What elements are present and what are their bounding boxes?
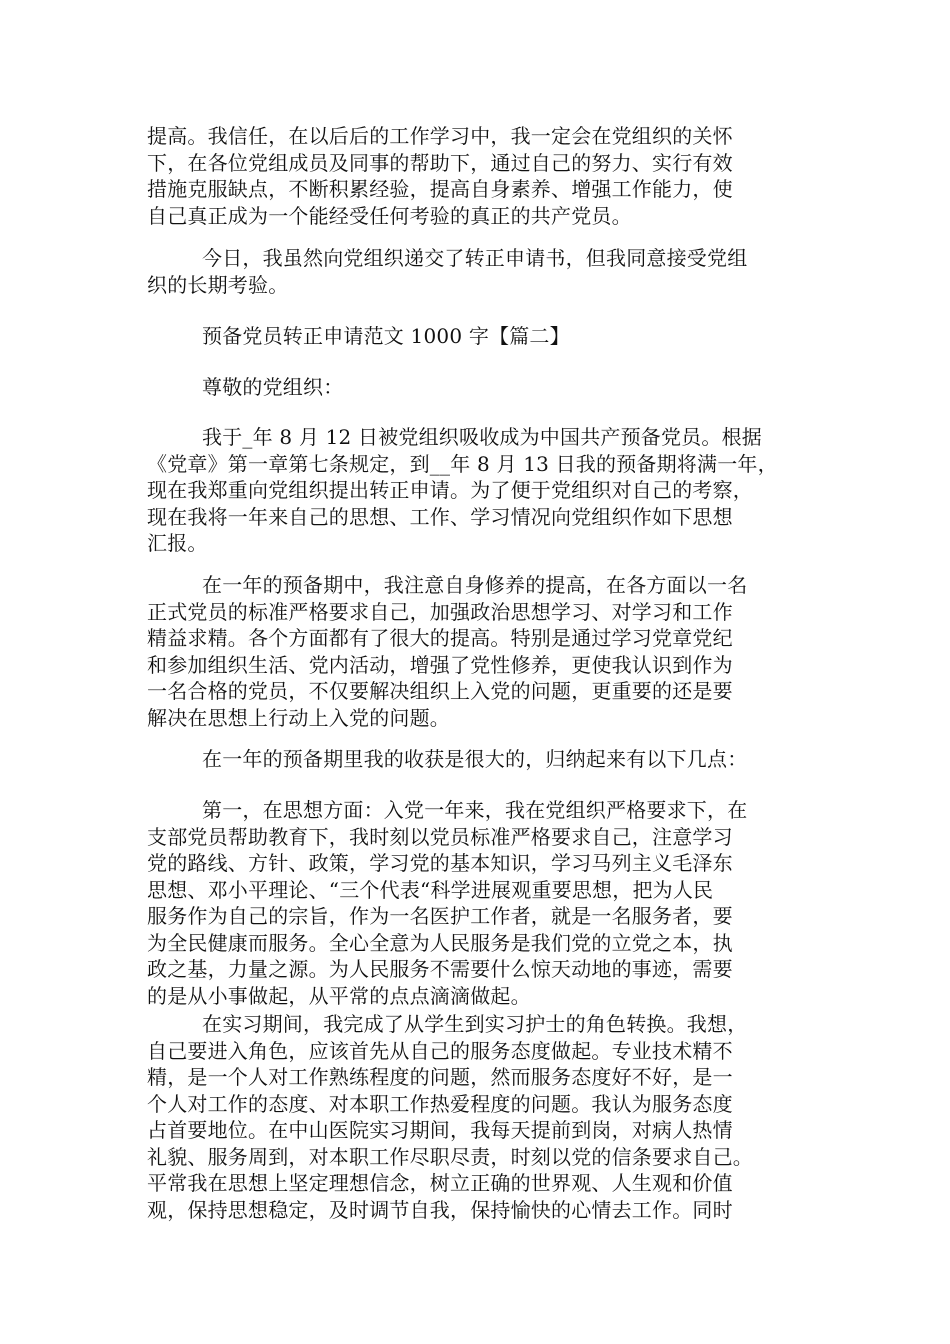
text-line: 解决在思想上行动上入党的问题。 bbox=[147, 705, 450, 730]
text-line: 平常我在思想上坚定理想信念，树立正确的世界观、人生观和价值 bbox=[147, 1171, 733, 1195]
text-line: 正式党员的标准严格要求自己，加强政治思想学习、对学习和工作 bbox=[147, 599, 733, 624]
text-line: 精，是一个人对工作熟练程度的问题，然而服务态度好不好，是一 bbox=[147, 1065, 733, 1089]
text-line: 《党章》第一章第七条规定，到__年 8 月 13 日我的预备期将满一年， bbox=[147, 451, 778, 476]
text-line: 汇报。 bbox=[147, 531, 208, 555]
text-line: 的是从小事做起，从平常的点点滴滴做起。 bbox=[147, 983, 531, 1008]
text-line: 措施克服缺点，不断积累经验，提高自身素养、增强工作能力，使 bbox=[147, 177, 733, 201]
text-line: 精益求精。各个方面都有了很大的提高。特别是通过学习党章党纪 bbox=[147, 626, 733, 650]
text-line: 现在我将一年来自己的思想、工作、学习情况向党组织作如下思想 bbox=[147, 504, 733, 529]
text-line: 为全民健康而服务。全心全意为人民服务是我们党的立党之本，执 bbox=[147, 930, 733, 955]
heading-line: 预备党员转正申请范文 1000 字【篇二】 bbox=[202, 324, 570, 348]
text-line: 在一年的预备期里我的收获是很大的，归纳起来有以下几点： bbox=[202, 747, 748, 771]
text-line: 今日，我虽然向党组织递交了转正申请书，但我同意接受党组 bbox=[202, 246, 748, 270]
text-line: 在实习期间，我完成了从学生到实习护士的角色转换。我想， bbox=[202, 1012, 748, 1036]
paragraph-thought-aspect bbox=[147, 797, 807, 1009]
text-line: 现在我郑重向党组织提出转正申请。为了便于党组织对自己的考察， bbox=[147, 478, 753, 502]
text-line: 党的路线、方针、政策，学习党的基本知识，学习马列主义毛泽东 bbox=[147, 851, 733, 875]
text-line: 政之基，力量之源。为人民服务不需要什么惊天动地的事迹，需要 bbox=[147, 957, 733, 981]
text-line: 支部党员帮助教育下，我时刻以党员标准严格要求自己，注意学习 bbox=[147, 824, 733, 849]
salutation bbox=[147, 374, 807, 401]
text-line: 在一年的预备期中，我注意自身修养的提高，在各方面以一名 bbox=[202, 573, 748, 597]
paragraph-acceptance bbox=[147, 245, 807, 298]
paragraph-closing-commitment bbox=[147, 123, 807, 229]
text-line: 提高。我信任，在以后后的工作学习中，我一定会在党组织的关怀 bbox=[147, 124, 733, 148]
paragraph-self-cultivation bbox=[147, 572, 807, 731]
paragraph-summary-intro bbox=[147, 746, 807, 773]
paragraph-internship bbox=[147, 1011, 807, 1223]
salutation-line: 尊敬的党组织： bbox=[202, 375, 344, 399]
text-line: 个人对工作的态度、对本职工作热爱程度的问题。我认为服务态度 bbox=[147, 1091, 733, 1116]
text-line: 自己真正成为一个能经受任何考验的真正的共产党员。 bbox=[147, 203, 632, 228]
text-line: 一名合格的党员，不仅要解决组织上入党的问题，更重要的还是要 bbox=[147, 679, 733, 703]
text-line: 自己要进入角色，应该首先从自己的服务态度做起。专业技术精不 bbox=[147, 1038, 733, 1063]
section-heading bbox=[147, 323, 807, 350]
text-line: 观，保持思想稳定，及时调节自我，保持愉快的心情去工作。同时 bbox=[147, 1197, 733, 1222]
text-line: 礼貌、服务周到，对本职工作尽职尽责，时刻以党的信条要求自己。 bbox=[147, 1144, 753, 1169]
text-line: 我于_年 8 月 12 日被党组织吸收成为中国共产预备党员。根据 bbox=[202, 425, 763, 449]
text-line: 服务作为自己的宗旨，作为一名医护工作者，就是一名服务者，要 bbox=[147, 904, 733, 928]
text-line: 织的长期考验。 bbox=[147, 272, 289, 297]
text-line: 下，在各位党组成员及同事的帮助下，通过自己的努力、实行有效 bbox=[147, 150, 733, 175]
text-line: 思想、邓小平理论、“三个代表“科学进展观重要思想，把为人民 bbox=[147, 877, 714, 902]
text-line: 占首要地位。在中山医院实习期间，我每天提前到岗，对病人热情 bbox=[147, 1118, 733, 1142]
text-line: 和参加组织生活、党内活动，增强了党性修养，更使我认识到作为 bbox=[147, 652, 733, 677]
text-line: 第一，在思想方面：入党一年来，我在党组织严格要求下，在 bbox=[202, 798, 748, 822]
paragraph-application bbox=[147, 424, 807, 557]
